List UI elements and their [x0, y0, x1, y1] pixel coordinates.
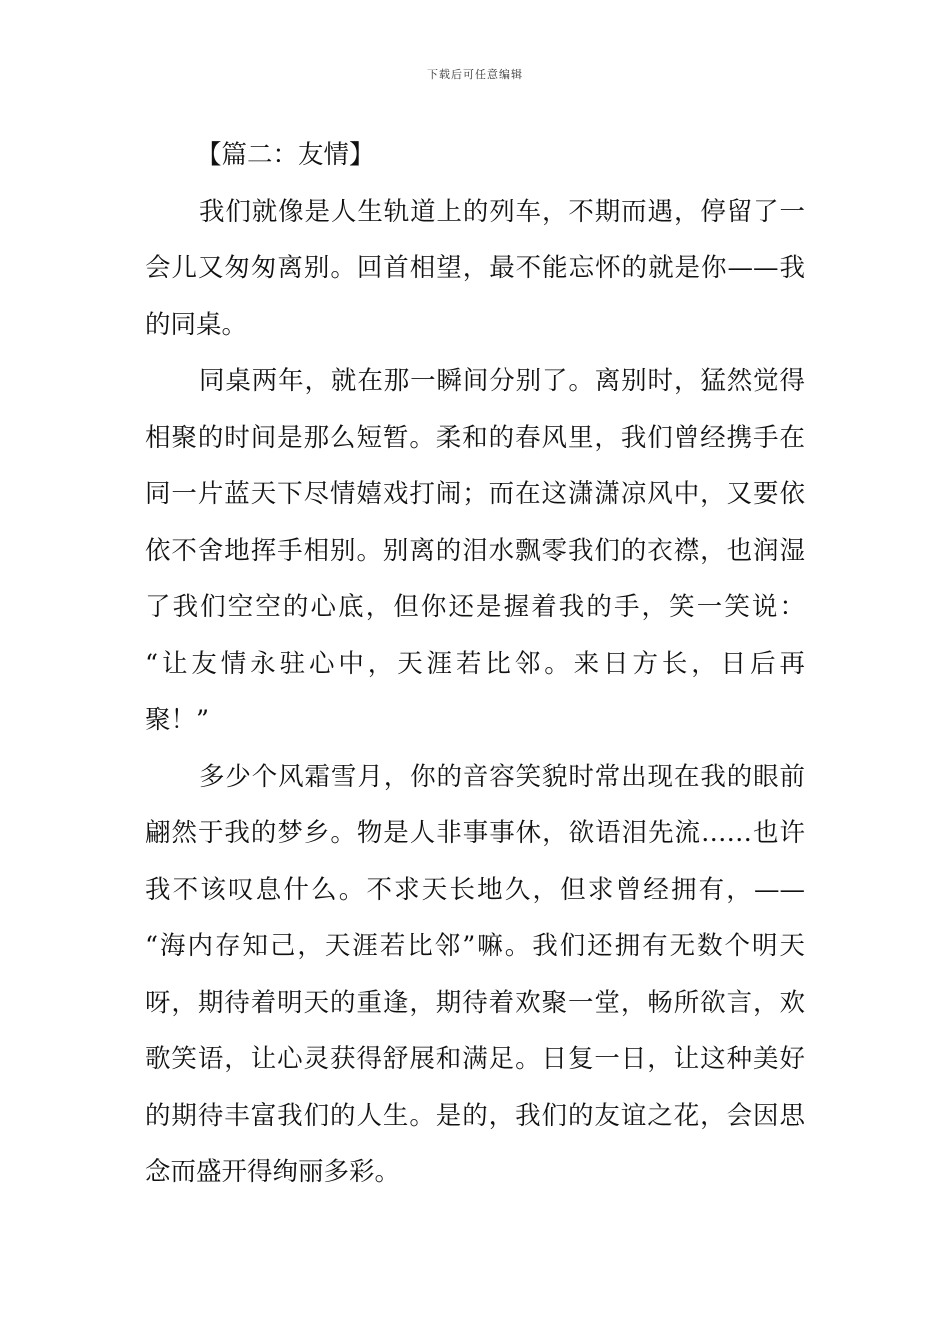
- text-line: “海内存知己，天涯若比邻”嘛。我们还拥有无数个明天: [145, 931, 805, 961]
- text-line: 多少个风霜雪月，你的音容笑貌时常出现在我的眼前: [199, 761, 805, 792]
- header-note: 下载后可任意编辑: [427, 68, 523, 81]
- text-line: 的期待丰富我们的人生。是的，我们的友谊之花，会因思: [145, 1100, 805, 1131]
- text-line: 同桌两年，就在那一瞬间分别了。离别时，猛然觉得: [199, 366, 805, 396]
- text-line: 念而盛开得绚丽多彩。: [145, 1157, 401, 1187]
- text-line: 翩然于我的梦乡。物是人非事事休，欲语泪先流……也许: [145, 818, 805, 848]
- text-line: 我们就像是人生轨道上的列车，不期而遇，停留了一: [199, 196, 805, 227]
- document-body: [145, 127, 805, 1201]
- text-line: 歌笑语，让心灵获得舒展和满足。日复一日，让这种美好: [145, 1044, 805, 1074]
- text-line: 呀，期待着明天的重逢，期待着欢聚一堂，畅所欲言，欢: [145, 987, 805, 1018]
- text-line: 同一片蓝天下尽情嬉戏打闹；而在这潇潇凉风中，又要依: [145, 479, 805, 509]
- paragraph-lines: [145, 184, 805, 1201]
- text-line: 依不舍地挥手相别。别离的泪水飘零我们的衣襟，也润湿: [145, 535, 805, 566]
- text-line: 相聚的时间是那么短暂。柔和的春风里，我们曾经携手在: [145, 422, 805, 453]
- text-line: 了我们空空的心底，但你还是握着我的手，笑一笑说：: [145, 592, 805, 622]
- section-title: 【篇二：友情】: [196, 140, 375, 170]
- text-line: 聚！”: [145, 705, 210, 735]
- text-line: 的同桌。: [145, 309, 248, 340]
- text-line: 我不该叹息什么。不求天长地久，但求曾经拥有，——: [145, 874, 805, 905]
- text-line: “让友情永驻心中，天涯若比邻。来日方长，日后再: [145, 648, 805, 679]
- text-line: 会儿又匆匆离别。回首相望，最不能忘怀的就是你——我: [145, 253, 805, 283]
